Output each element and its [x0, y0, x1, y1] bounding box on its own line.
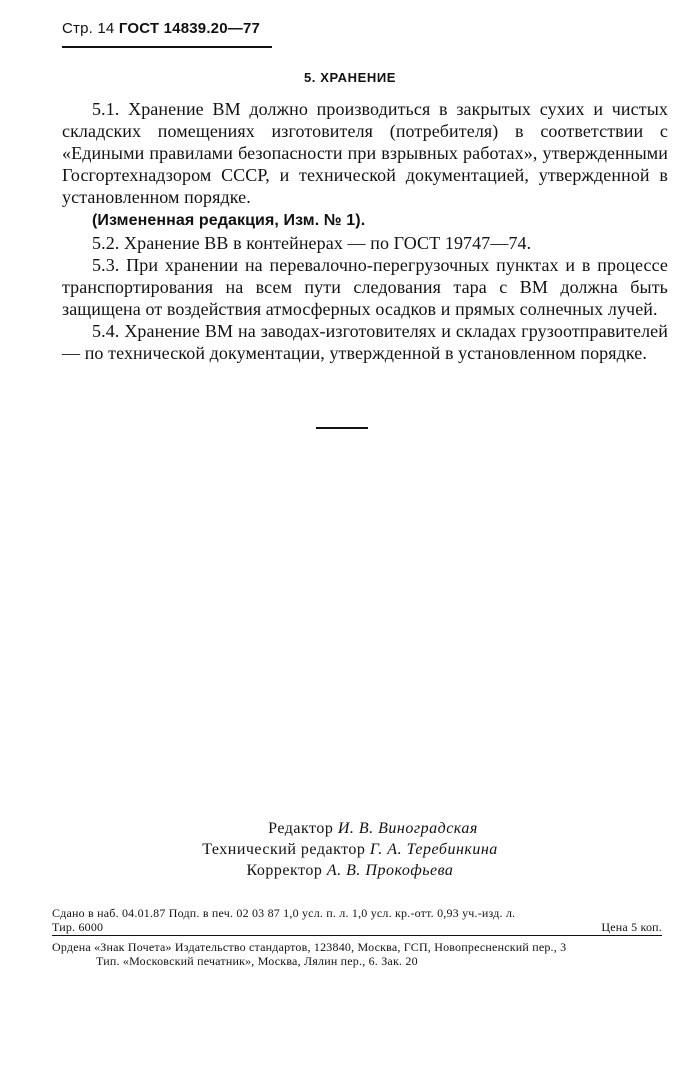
print-run-row [52, 920, 662, 934]
section-title: 5. ХРАНЕНИЕ [303, 70, 397, 85]
standard-number: ГОСТ 14839.20—77 [118, 20, 261, 37]
paragraph-5-3: 5.3. При хранении на перевалочно-перегрузочных пунктах и в процессе транспортирования на всем пути следования тара с ВМ должна быть защищена от воздействия атмосферных осадков и прямых солнечных лучей. [62, 255, 668, 319]
credits-block [0, 818, 700, 881]
price: Цена 5 коп. [601, 920, 662, 934]
imprint-rule [52, 935, 662, 936]
proofreader-name: А. В. Прокофьева [326, 862, 454, 879]
editor-name: И. В. Виноградская [337, 820, 478, 837]
page-header [62, 20, 272, 37]
header-rule [62, 46, 272, 48]
tech-editor-name: Г. А. Теребинкина [369, 841, 498, 858]
tech-editor-role: Технический редактор [202, 841, 366, 858]
print-details [52, 906, 662, 934]
printer-line: Тип. «Московский печатник», Москва, Лялин пер., 6. Зак. 20 [96, 954, 418, 968]
document-body [62, 98, 668, 364]
tech-editor-line [0, 839, 700, 860]
amendment-text: (Измененная редакция, Изм. № 1). [92, 212, 366, 229]
section-end-divider [316, 427, 368, 429]
proofreader-role: Корректор [246, 862, 323, 879]
publisher-line: Ордена «Знак Почета» Издательство стандартов, 123840, Москва, ГСП, Новопресненский пер., 3 [52, 940, 567, 954]
print-details-line: Сдано в наб. 04.01.87 Подп. в печ. 02 03 87 1,0 усл. п. л. 1,0 усл. кр.-отт. 0,93 уч.-изд. л. [52, 906, 516, 920]
paragraph-5-1: 5.1. Хранение ВМ должно производиться в закрытых сухих и чистых складских помещениях изготовителя (потребителя) в соответствии с «Едиными правилами безопасности при взрывных работах», утвержденными Госгортехнадзором СССР, и технической документацией, утвержденной в установленном порядке. [62, 99, 668, 207]
amendment-note [62, 208, 668, 232]
editor-role: Редактор [268, 820, 334, 837]
header-text [62, 20, 272, 37]
publisher-info [52, 940, 662, 968]
paragraph-5-4: 5.4. Хранение ВМ на заводах-изготовителях и складах грузоотправителей — по технической документации, утвержденной в установленном порядке. [62, 321, 668, 363]
paragraph-5-2: 5.2. Хранение ВВ в контейнерах — по ГОСТ 19747—74. [92, 233, 532, 253]
proofreader-line [0, 860, 700, 881]
page-number: Стр. 14 [62, 20, 115, 37]
editor-line [0, 818, 700, 839]
print-run: Тир. 6000 [52, 920, 104, 934]
